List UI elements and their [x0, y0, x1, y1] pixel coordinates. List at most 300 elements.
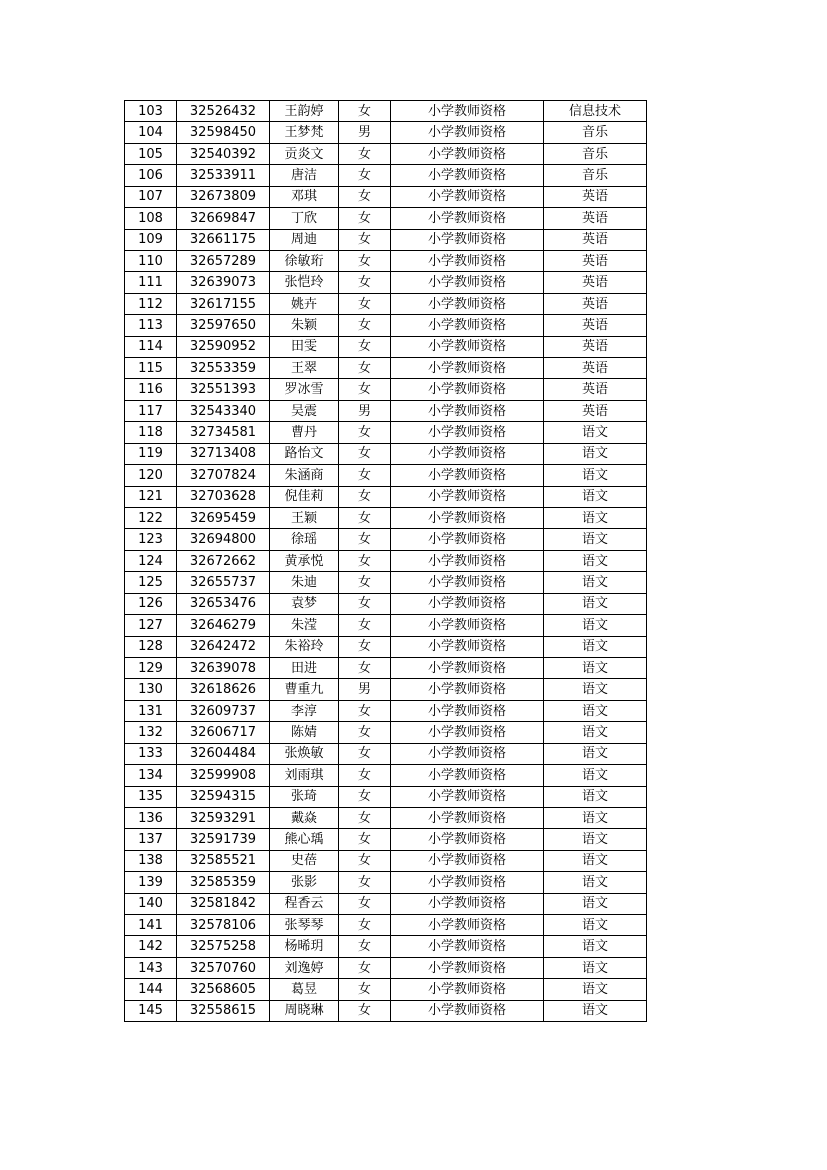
candidate-id-cell: 32707824 [177, 465, 270, 486]
table-row [125, 957, 647, 978]
subject-cell: 语文 [544, 957, 647, 978]
qualification-cell: 小学教师资格 [391, 165, 544, 186]
table-row [125, 529, 647, 550]
candidate-id-cell: 32597650 [177, 315, 270, 336]
gender-cell: 女 [339, 829, 391, 850]
row-number-cell: 132 [125, 722, 177, 743]
table-row [125, 101, 647, 122]
candidate-id-cell: 32604484 [177, 743, 270, 764]
gender-cell: 女 [339, 593, 391, 614]
candidate-name-cell: 贡炎文 [270, 143, 339, 164]
candidate-name-cell: 唐洁 [270, 165, 339, 186]
gender-cell: 女 [339, 143, 391, 164]
candidate-name-cell: 徐瑶 [270, 529, 339, 550]
subject-cell: 语文 [544, 679, 647, 700]
candidate-name-cell: 姚卉 [270, 293, 339, 314]
table-row [125, 508, 647, 529]
row-number-cell: 142 [125, 936, 177, 957]
candidate-id-cell: 32646279 [177, 615, 270, 636]
candidate-id-cell: 32657289 [177, 250, 270, 271]
qualification-cell: 小学教师资格 [391, 122, 544, 143]
row-number-cell: 111 [125, 272, 177, 293]
gender-cell: 女 [339, 957, 391, 978]
qualification-cell: 小学教师资格 [391, 101, 544, 122]
gender-cell: 女 [339, 700, 391, 721]
qualification-cell: 小学教师资格 [391, 829, 544, 850]
qualification-cell: 小学教师资格 [391, 508, 544, 529]
row-number-cell: 140 [125, 893, 177, 914]
subject-cell: 语文 [544, 1000, 647, 1021]
candidate-id-cell: 32673809 [177, 186, 270, 207]
gender-cell: 女 [339, 101, 391, 122]
qualification-cell: 小学教师资格 [391, 443, 544, 464]
row-number-cell: 114 [125, 336, 177, 357]
qualification-cell: 小学教师资格 [391, 1000, 544, 1021]
row-number-cell: 103 [125, 101, 177, 122]
candidate-name-cell: 张琦 [270, 786, 339, 807]
row-number-cell: 110 [125, 250, 177, 271]
candidate-name-cell: 张恺玲 [270, 272, 339, 293]
subject-cell: 英语 [544, 379, 647, 400]
subject-cell: 语文 [544, 508, 647, 529]
gender-cell: 女 [339, 915, 391, 936]
subject-cell: 英语 [544, 186, 647, 207]
candidate-id-cell: 32575258 [177, 936, 270, 957]
candidate-id-cell: 32553359 [177, 358, 270, 379]
candidate-id-cell: 32642472 [177, 636, 270, 657]
candidate-id-cell: 32598450 [177, 122, 270, 143]
gender-cell: 女 [339, 1000, 391, 1021]
table-row [125, 807, 647, 828]
qualification-cell: 小学教师资格 [391, 486, 544, 507]
row-number-cell: 136 [125, 807, 177, 828]
candidate-name-cell: 程香云 [270, 893, 339, 914]
candidate-name-cell: 吴震 [270, 400, 339, 421]
gender-cell: 女 [339, 379, 391, 400]
qualification-cell: 小学教师资格 [391, 593, 544, 614]
subject-cell: 英语 [544, 400, 647, 421]
qualification-cell: 小学教师资格 [391, 379, 544, 400]
candidate-name-cell: 史蓓 [270, 850, 339, 871]
candidate-id-cell: 32593291 [177, 807, 270, 828]
subject-cell: 英语 [544, 250, 647, 271]
gender-cell: 女 [339, 208, 391, 229]
gender-cell: 女 [339, 165, 391, 186]
gender-cell: 男 [339, 122, 391, 143]
candidate-id-cell: 32526432 [177, 101, 270, 122]
subject-cell: 英语 [544, 336, 647, 357]
candidate-name-cell: 周迪 [270, 229, 339, 250]
qualification-cell: 小学教师资格 [391, 229, 544, 250]
row-number-cell: 115 [125, 358, 177, 379]
row-number-cell: 135 [125, 786, 177, 807]
candidate-name-cell: 张琴琴 [270, 915, 339, 936]
roster-table [124, 100, 647, 1022]
candidate-name-cell: 王梦梵 [270, 122, 339, 143]
candidate-id-cell: 32703628 [177, 486, 270, 507]
subject-cell: 语文 [544, 850, 647, 871]
subject-cell: 语文 [544, 550, 647, 571]
subject-cell: 语文 [544, 872, 647, 893]
table-row [125, 786, 647, 807]
table-row [125, 143, 647, 164]
table-row [125, 465, 647, 486]
candidate-name-cell: 朱颖 [270, 315, 339, 336]
qualification-cell: 小学教师资格 [391, 550, 544, 571]
row-number-cell: 109 [125, 229, 177, 250]
gender-cell: 女 [339, 572, 391, 593]
qualification-cell: 小学教师资格 [391, 208, 544, 229]
gender-cell: 男 [339, 679, 391, 700]
gender-cell: 女 [339, 765, 391, 786]
candidate-name-cell: 丁欣 [270, 208, 339, 229]
table-row [125, 743, 647, 764]
qualification-cell: 小学教师资格 [391, 700, 544, 721]
candidate-name-cell: 路怡文 [270, 443, 339, 464]
candidate-id-cell: 32590952 [177, 336, 270, 357]
row-number-cell: 117 [125, 400, 177, 421]
qualification-cell: 小学教师资格 [391, 722, 544, 743]
candidate-id-cell: 32734581 [177, 422, 270, 443]
gender-cell: 女 [339, 272, 391, 293]
candidate-name-cell: 王韵婷 [270, 101, 339, 122]
subject-cell: 语文 [544, 486, 647, 507]
qualification-cell: 小学教师资格 [391, 143, 544, 164]
table-row [125, 679, 647, 700]
row-number-cell: 134 [125, 765, 177, 786]
table-row [125, 379, 647, 400]
row-number-cell: 105 [125, 143, 177, 164]
table-row [125, 936, 647, 957]
candidate-id-cell: 32669847 [177, 208, 270, 229]
gender-cell: 女 [339, 508, 391, 529]
gender-cell: 女 [339, 615, 391, 636]
gender-cell: 女 [339, 336, 391, 357]
candidate-name-cell: 刘逸婷 [270, 957, 339, 978]
candidate-name-cell: 袁梦 [270, 593, 339, 614]
candidate-name-cell: 田进 [270, 657, 339, 678]
qualification-cell: 小学教师资格 [391, 636, 544, 657]
table-row [125, 358, 647, 379]
table-row [125, 872, 647, 893]
subject-cell: 音乐 [544, 122, 647, 143]
subject-cell: 语文 [544, 786, 647, 807]
table-row [125, 250, 647, 271]
qualification-cell: 小学教师资格 [391, 186, 544, 207]
gender-cell: 女 [339, 657, 391, 678]
candidate-name-cell: 王颖 [270, 508, 339, 529]
table-row [125, 1000, 647, 1021]
candidate-name-cell: 陈婧 [270, 722, 339, 743]
row-number-cell: 130 [125, 679, 177, 700]
candidate-name-cell: 邓琪 [270, 186, 339, 207]
table-row [125, 208, 647, 229]
row-number-cell: 133 [125, 743, 177, 764]
table-row [125, 572, 647, 593]
subject-cell: 语文 [544, 743, 647, 764]
row-number-cell: 141 [125, 915, 177, 936]
qualification-cell: 小学教师资格 [391, 850, 544, 871]
candidate-id-cell: 32551393 [177, 379, 270, 400]
subject-cell: 语文 [544, 636, 647, 657]
candidate-name-cell: 刘雨琪 [270, 765, 339, 786]
table-row [125, 315, 647, 336]
candidate-name-cell: 张焕敏 [270, 743, 339, 764]
candidate-name-cell: 张影 [270, 872, 339, 893]
candidate-name-cell: 杨晞玥 [270, 936, 339, 957]
qualification-cell: 小学教师资格 [391, 936, 544, 957]
qualification-cell: 小学教师资格 [391, 679, 544, 700]
table-row [125, 122, 647, 143]
table-row [125, 765, 647, 786]
gender-cell: 男 [339, 400, 391, 421]
candidate-name-cell: 戴焱 [270, 807, 339, 828]
table-row [125, 486, 647, 507]
candidate-id-cell: 32594315 [177, 786, 270, 807]
subject-cell: 语文 [544, 979, 647, 1000]
subject-cell: 英语 [544, 315, 647, 336]
row-number-cell: 106 [125, 165, 177, 186]
row-number-cell: 119 [125, 443, 177, 464]
qualification-cell: 小学教师资格 [391, 465, 544, 486]
gender-cell: 女 [339, 636, 391, 657]
candidate-id-cell: 32639078 [177, 657, 270, 678]
qualification-cell: 小学教师资格 [391, 786, 544, 807]
candidate-id-cell: 32694800 [177, 529, 270, 550]
qualification-cell: 小学教师资格 [391, 250, 544, 271]
candidate-name-cell: 徐敏珩 [270, 250, 339, 271]
table-row [125, 636, 647, 657]
table-row [125, 229, 647, 250]
table-row [125, 400, 647, 421]
subject-cell: 英语 [544, 358, 647, 379]
qualification-cell: 小学教师资格 [391, 400, 544, 421]
qualification-cell: 小学教师资格 [391, 529, 544, 550]
table-row [125, 443, 647, 464]
candidate-id-cell: 32599908 [177, 765, 270, 786]
table-row [125, 593, 647, 614]
roster-table-body [125, 101, 647, 1022]
row-number-cell: 113 [125, 315, 177, 336]
subject-cell: 英语 [544, 208, 647, 229]
qualification-cell: 小学教师资格 [391, 272, 544, 293]
gender-cell: 女 [339, 293, 391, 314]
candidate-id-cell: 32713408 [177, 443, 270, 464]
row-number-cell: 126 [125, 593, 177, 614]
row-number-cell: 138 [125, 850, 177, 871]
candidate-id-cell: 32639073 [177, 272, 270, 293]
subject-cell: 语文 [544, 572, 647, 593]
gender-cell: 女 [339, 550, 391, 571]
candidate-id-cell: 32585359 [177, 872, 270, 893]
qualification-cell: 小学教师资格 [391, 615, 544, 636]
candidate-id-cell: 32558615 [177, 1000, 270, 1021]
candidate-name-cell: 朱涵商 [270, 465, 339, 486]
subject-cell: 语文 [544, 700, 647, 721]
row-number-cell: 118 [125, 422, 177, 443]
row-number-cell: 116 [125, 379, 177, 400]
candidate-id-cell: 32617155 [177, 293, 270, 314]
subject-cell: 语文 [544, 615, 647, 636]
subject-cell: 语文 [544, 593, 647, 614]
subject-cell: 信息技术 [544, 101, 647, 122]
candidate-id-cell: 32661175 [177, 229, 270, 250]
candidate-id-cell: 32653476 [177, 593, 270, 614]
candidate-id-cell: 32540392 [177, 143, 270, 164]
candidate-id-cell: 32609737 [177, 700, 270, 721]
gender-cell: 女 [339, 486, 391, 507]
row-number-cell: 145 [125, 1000, 177, 1021]
candidate-id-cell: 32533911 [177, 165, 270, 186]
qualification-cell: 小学教师资格 [391, 315, 544, 336]
gender-cell: 女 [339, 743, 391, 764]
qualification-cell: 小学教师资格 [391, 893, 544, 914]
row-number-cell: 112 [125, 293, 177, 314]
subject-cell: 英语 [544, 272, 647, 293]
qualification-cell: 小学教师资格 [391, 979, 544, 1000]
table-row [125, 293, 647, 314]
row-number-cell: 104 [125, 122, 177, 143]
qualification-cell: 小学教师资格 [391, 293, 544, 314]
table-row [125, 850, 647, 871]
gender-cell: 女 [339, 358, 391, 379]
candidate-name-cell: 曹丹 [270, 422, 339, 443]
row-number-cell: 124 [125, 550, 177, 571]
candidate-name-cell: 李淳 [270, 700, 339, 721]
qualification-cell: 小学教师资格 [391, 872, 544, 893]
subject-cell: 语文 [544, 807, 647, 828]
candidate-name-cell: 朱迪 [270, 572, 339, 593]
subject-cell: 语文 [544, 529, 647, 550]
gender-cell: 女 [339, 529, 391, 550]
table-row [125, 700, 647, 721]
gender-cell: 女 [339, 936, 391, 957]
candidate-id-cell: 32672662 [177, 550, 270, 571]
subject-cell: 语文 [544, 915, 647, 936]
candidate-name-cell: 朱裕玲 [270, 636, 339, 657]
row-number-cell: 120 [125, 465, 177, 486]
subject-cell: 语文 [544, 422, 647, 443]
row-number-cell: 121 [125, 486, 177, 507]
subject-cell: 英语 [544, 293, 647, 314]
gender-cell: 女 [339, 722, 391, 743]
row-number-cell: 107 [125, 186, 177, 207]
subject-cell: 语文 [544, 465, 647, 486]
subject-cell: 语文 [544, 765, 647, 786]
qualification-cell: 小学教师资格 [391, 957, 544, 978]
row-number-cell: 108 [125, 208, 177, 229]
subject-cell: 语文 [544, 893, 647, 914]
candidate-name-cell: 黄承悦 [270, 550, 339, 571]
qualification-cell: 小学教师资格 [391, 807, 544, 828]
candidate-name-cell: 葛昱 [270, 979, 339, 1000]
table-row [125, 657, 647, 678]
gender-cell: 女 [339, 229, 391, 250]
gender-cell: 女 [339, 422, 391, 443]
gender-cell: 女 [339, 465, 391, 486]
row-number-cell: 127 [125, 615, 177, 636]
candidate-name-cell: 王翠 [270, 358, 339, 379]
subject-cell: 语文 [544, 936, 647, 957]
row-number-cell: 144 [125, 979, 177, 1000]
qualification-cell: 小学教师资格 [391, 765, 544, 786]
candidate-id-cell: 32570760 [177, 957, 270, 978]
candidate-id-cell: 32543340 [177, 400, 270, 421]
subject-cell: 英语 [544, 229, 647, 250]
row-number-cell: 128 [125, 636, 177, 657]
table-row [125, 550, 647, 571]
gender-cell: 女 [339, 786, 391, 807]
table-row [125, 336, 647, 357]
candidate-name-cell: 倪佳莉 [270, 486, 339, 507]
table-row [125, 915, 647, 936]
candidate-id-cell: 32618626 [177, 679, 270, 700]
candidate-id-cell: 32568605 [177, 979, 270, 1000]
subject-cell: 语文 [544, 829, 647, 850]
row-number-cell: 137 [125, 829, 177, 850]
gender-cell: 女 [339, 315, 391, 336]
gender-cell: 女 [339, 250, 391, 271]
candidate-name-cell: 熊心瑀 [270, 829, 339, 850]
candidate-id-cell: 32591739 [177, 829, 270, 850]
candidate-name-cell: 田雯 [270, 336, 339, 357]
subject-cell: 音乐 [544, 165, 647, 186]
candidate-name-cell: 周晓琳 [270, 1000, 339, 1021]
qualification-cell: 小学教师资格 [391, 915, 544, 936]
row-number-cell: 129 [125, 657, 177, 678]
candidate-id-cell: 32585521 [177, 850, 270, 871]
candidate-id-cell: 32695459 [177, 508, 270, 529]
qualification-cell: 小学教师资格 [391, 572, 544, 593]
qualification-cell: 小学教师资格 [391, 336, 544, 357]
gender-cell: 女 [339, 807, 391, 828]
gender-cell: 女 [339, 979, 391, 1000]
subject-cell: 语文 [544, 657, 647, 678]
row-number-cell: 123 [125, 529, 177, 550]
table-row [125, 165, 647, 186]
qualification-cell: 小学教师资格 [391, 422, 544, 443]
candidate-name-cell: 朱滢 [270, 615, 339, 636]
subject-cell: 语文 [544, 443, 647, 464]
table-row [125, 615, 647, 636]
candidate-id-cell: 32581842 [177, 893, 270, 914]
qualification-cell: 小学教师资格 [391, 657, 544, 678]
gender-cell: 女 [339, 872, 391, 893]
candidate-id-cell: 32578106 [177, 915, 270, 936]
row-number-cell: 122 [125, 508, 177, 529]
subject-cell: 音乐 [544, 143, 647, 164]
row-number-cell: 143 [125, 957, 177, 978]
table-row [125, 186, 647, 207]
qualification-cell: 小学教师资格 [391, 358, 544, 379]
candidate-id-cell: 32606717 [177, 722, 270, 743]
row-number-cell: 139 [125, 872, 177, 893]
table-row [125, 722, 647, 743]
qualification-cell: 小学教师资格 [391, 743, 544, 764]
row-number-cell: 131 [125, 700, 177, 721]
row-number-cell: 125 [125, 572, 177, 593]
gender-cell: 女 [339, 443, 391, 464]
table-row [125, 829, 647, 850]
gender-cell: 女 [339, 893, 391, 914]
subject-cell: 语文 [544, 722, 647, 743]
candidate-name-cell: 罗冰雪 [270, 379, 339, 400]
candidate-id-cell: 32655737 [177, 572, 270, 593]
gender-cell: 女 [339, 186, 391, 207]
table-row [125, 422, 647, 443]
table-row [125, 272, 647, 293]
table-row [125, 893, 647, 914]
